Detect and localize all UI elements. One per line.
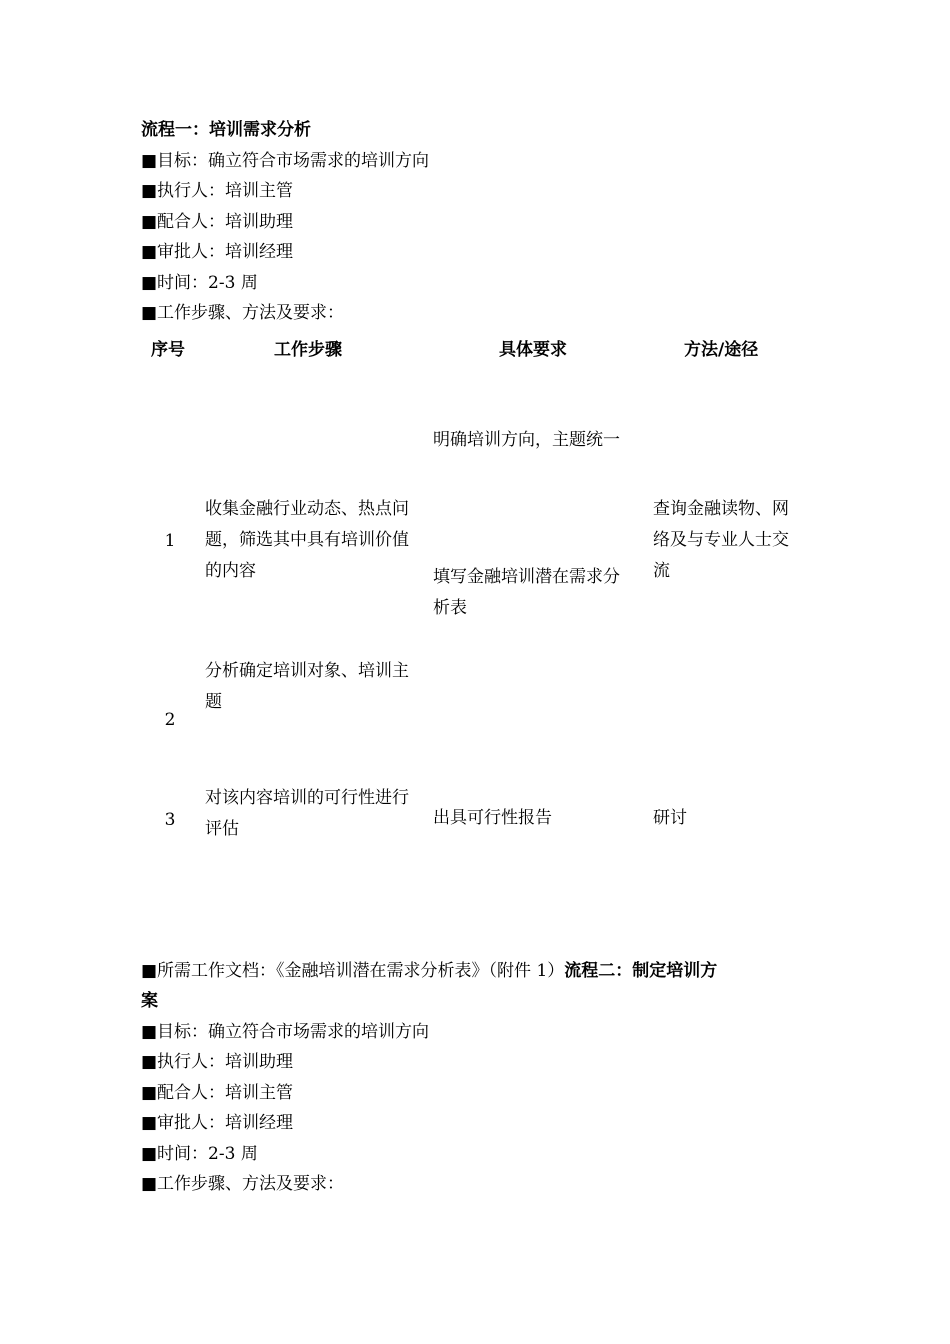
section2-collaborator: ■配合人：培训主管 (141, 1083, 294, 1103)
table-row-2-num: 2 (164, 710, 176, 730)
section2-title-part2: 案 (141, 991, 158, 1011)
table-row-3-step: 对该内容培训的可行性进行评估 (205, 788, 409, 839)
section1-collaborator: ■配合人：培训助理 (141, 212, 294, 232)
section2-goal: ■目标：确立符合市场需求的培训方向 (141, 1022, 430, 1042)
required-documents: ■所需工作文档：《金融培训潜在需求分析表》（附件 1） (141, 961, 565, 981)
table-row-3-method: 研讨 (653, 808, 687, 828)
table-header-num: 序号 (151, 340, 185, 360)
table-row-1-requirement-b: 填写金融培训潜在需求分析表 (433, 567, 620, 618)
section2-steps-heading: ■工作步骤、方法及要求： (141, 1174, 345, 1194)
section1-title: 流程一：培训需求分析 (141, 120, 311, 140)
section2-approver: ■审批人：培训经理 (141, 1113, 294, 1133)
table-header-method: 方法/途径 (684, 340, 759, 360)
table-row-3-requirement: 出具可行性报告 (433, 808, 552, 828)
section2-executor: ■执行人：培训助理 (141, 1052, 294, 1072)
table-row-1-requirement-a: 明确培训方向，主题统一 (433, 430, 620, 450)
section2-time: ■时间：2-3 周 (141, 1144, 258, 1164)
required-documents-line (141, 959, 717, 983)
table-row-1-num: 1 (164, 531, 176, 551)
table-row-2-step: 分析确定培训对象、培训主题 (205, 661, 409, 712)
table-row-1-step: 收集金融行业动态、热点问题，筛选其中具有培训价值的内容 (205, 499, 409, 581)
table-row-1-method: 查询金融读物、网络及与专业人士交流 (653, 499, 789, 581)
section2-title-part1: 流程二：制定培训方 (564, 961, 718, 981)
table-header-requirement: 具体要求 (499, 340, 567, 360)
section1-executor: ■执行人：培训主管 (141, 181, 294, 201)
section1-steps-heading: ■工作步骤、方法及要求： (141, 303, 345, 323)
section1-time: ■时间：2-3 周 (141, 273, 258, 293)
table-header-step: 工作步骤 (274, 340, 342, 360)
table-row-3-num: 3 (164, 810, 176, 830)
section1-goal: ■目标：确立符合市场需求的培训方向 (141, 151, 430, 171)
section1-approver: ■审批人：培训经理 (141, 242, 294, 262)
